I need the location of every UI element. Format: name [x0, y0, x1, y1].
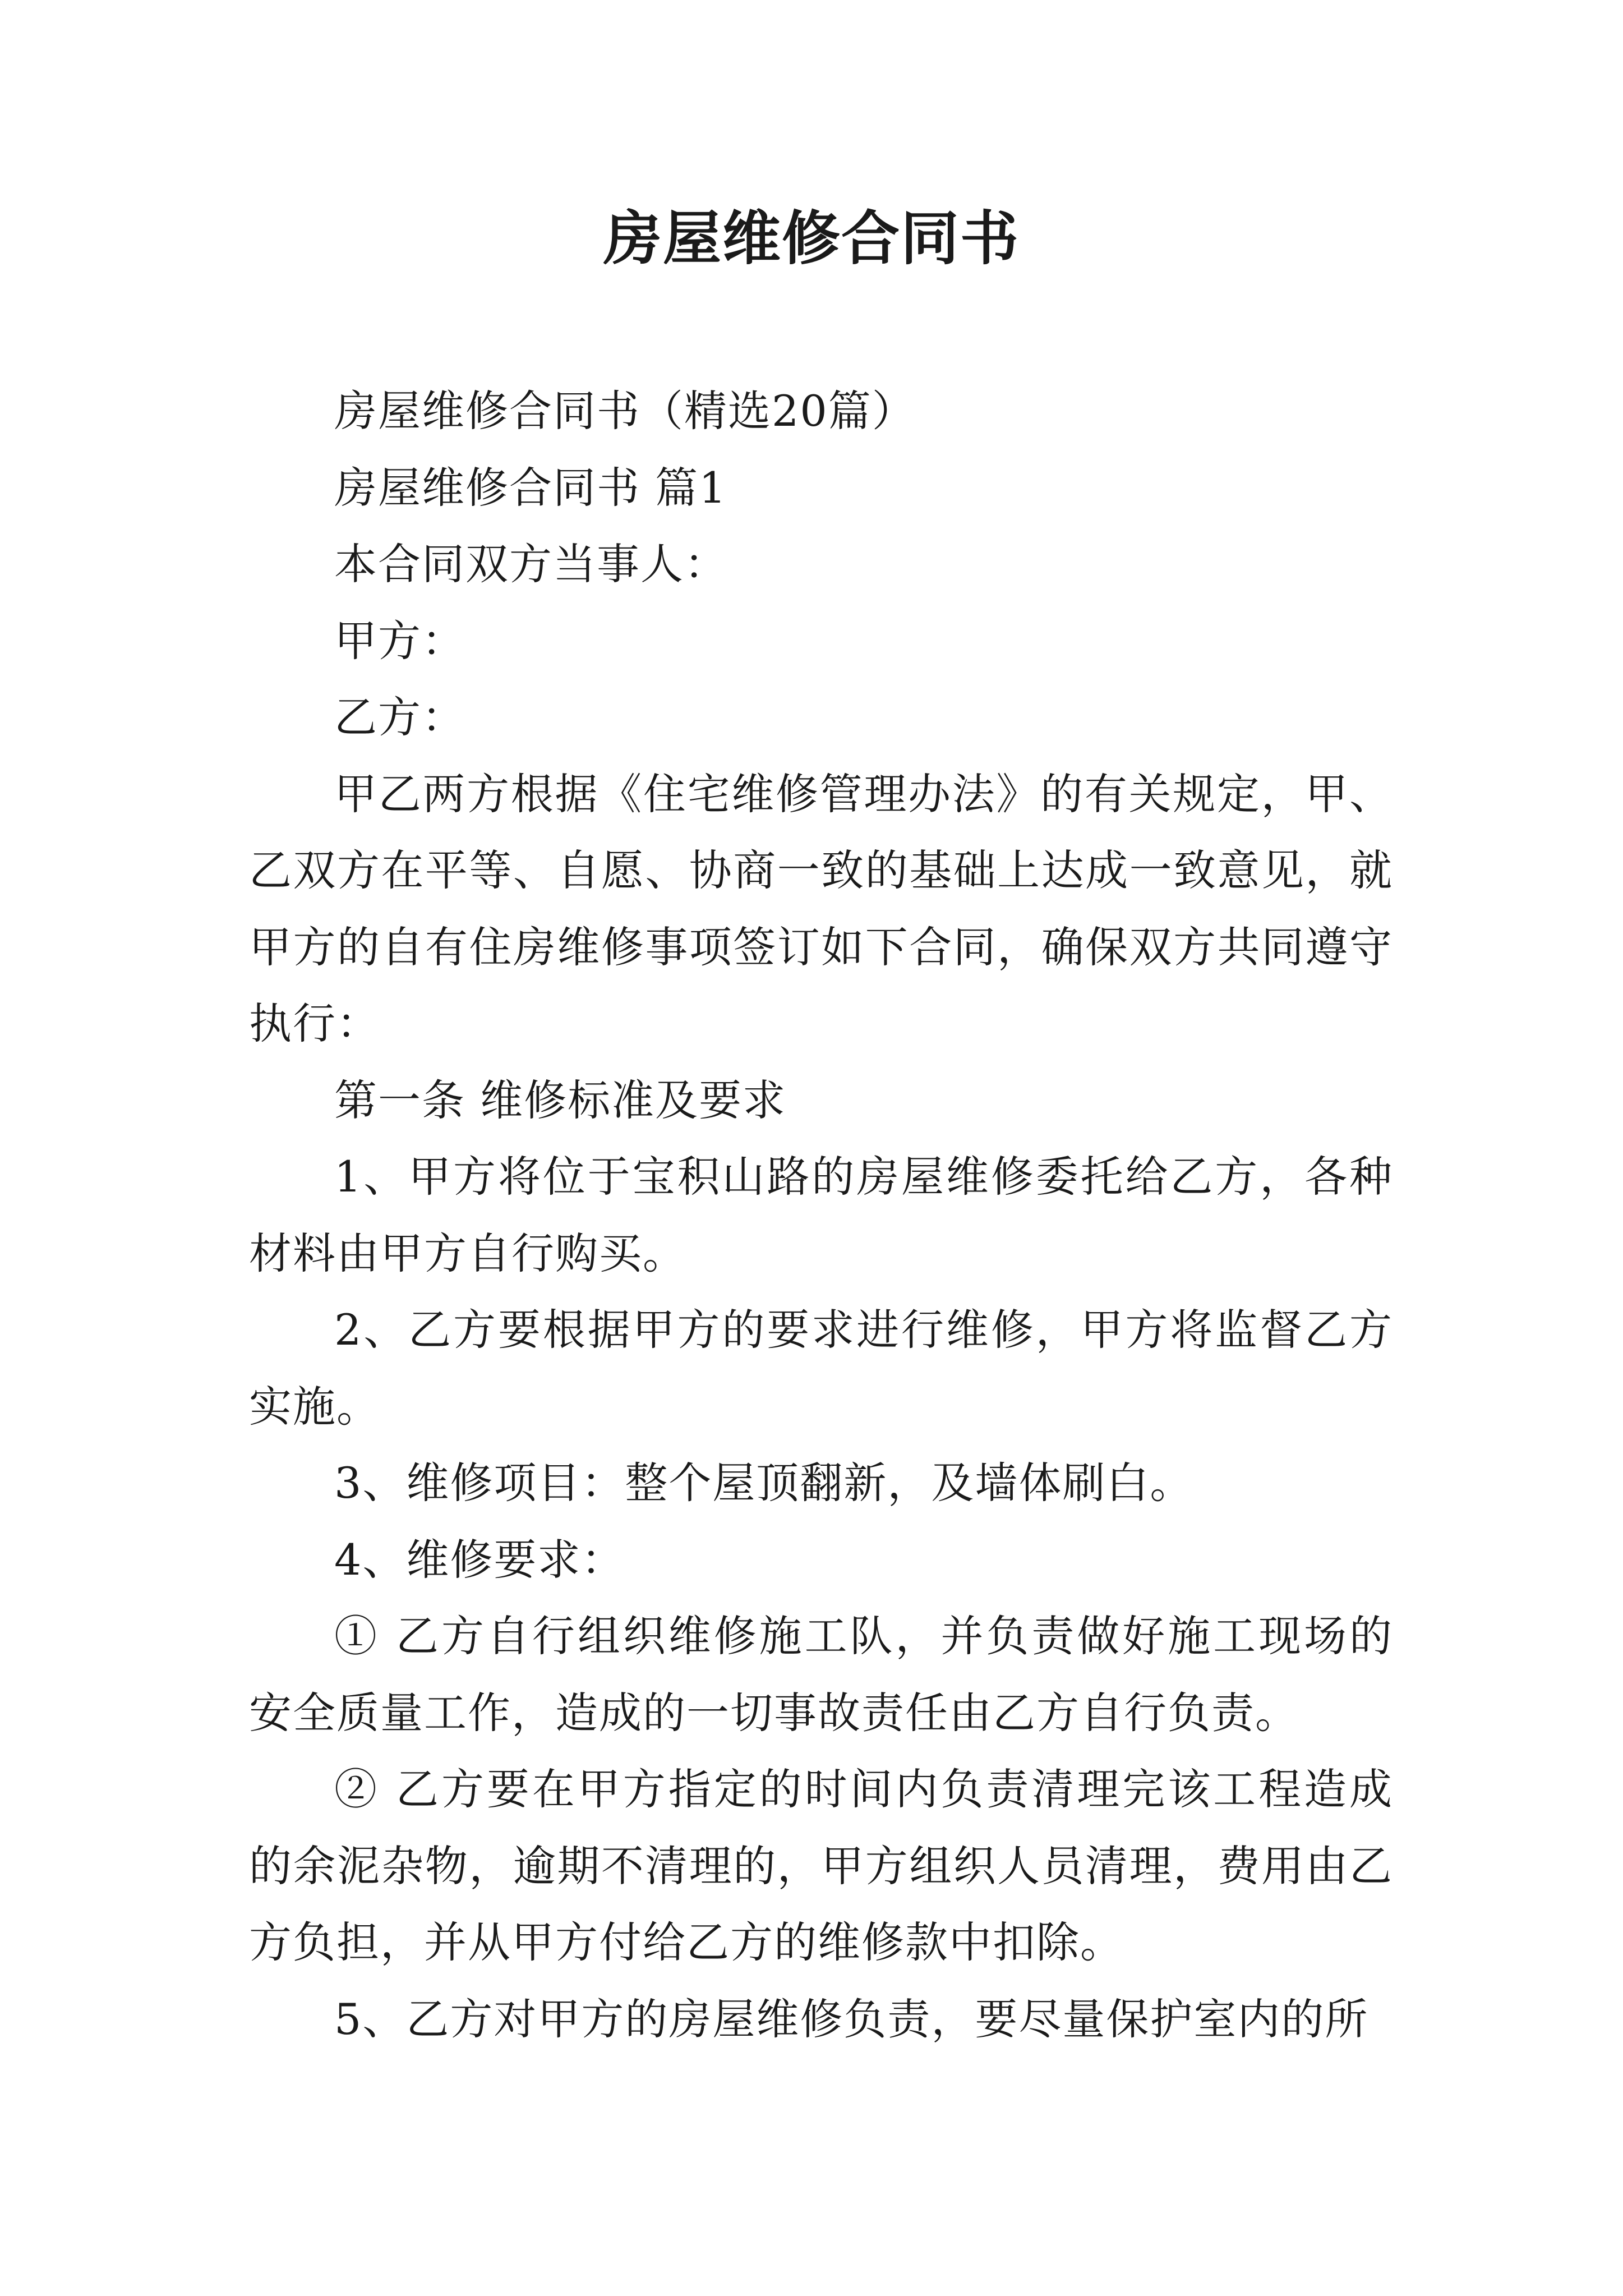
document-body [249, 373, 1393, 2058]
paragraph-clause-2: 2、乙方要根据甲方的要求进行维修，甲方将监督乙方实施。 [249, 1305, 1393, 1432]
paragraph-section-heading: 房屋维修合同书 篇1 [334, 462, 727, 513]
paragraph-parties-intro: 本合同双方当事人： [334, 539, 728, 589]
paragraph-preamble: 甲乙两方根据《住宅维修管理办法》的有关规定，甲、乙双方在平等、自愿、协商一致的基础上达成一致意见，就甲方的自有住房维修事项签订如下合同，确保双方共同遵守执行： [249, 769, 1393, 1048]
paragraph-subtitle: 房屋维修合同书（精选20篇） [334, 386, 916, 436]
paragraph-clause-5: 5、乙方对甲方的房屋维修负责，要尽量保护室内的所 [334, 1994, 1369, 2044]
paragraph-clause-4-item-1: ① 乙方自行组织维修施工队，并负责做好施工现场的安全质量工作，造成的一切事故责任由乙方自行负责。 [249, 1611, 1393, 1738]
paragraph-party-b: 乙方： [334, 692, 465, 742]
paragraph-article-1-heading: 第一条 维修标准及要求 [334, 1075, 787, 1125]
paragraph-clause-4-item-2: ② 乙方要在甲方指定的时间内负责清理完该工程造成的余泥杂物，逾期不清理的，甲方组织人员清理，费用由乙方负担，并从甲方付给乙方的维修款中扣除。 [249, 1764, 1393, 1967]
paragraph-clause-1: 1、甲方将位于宝积山路的房屋维修委托给乙方，各种材料由甲方自行购买。 [249, 1152, 1393, 1278]
document-title: 房屋维修合同书 [603, 204, 1020, 273]
paragraph-party-a: 甲方： [334, 615, 465, 666]
paragraph-clause-4: 4、维修要求： [334, 1534, 625, 1585]
paragraph-clause-3: 3、维修项目：整个屋顶翻新，及墙体刷白。 [334, 1458, 1194, 1508]
